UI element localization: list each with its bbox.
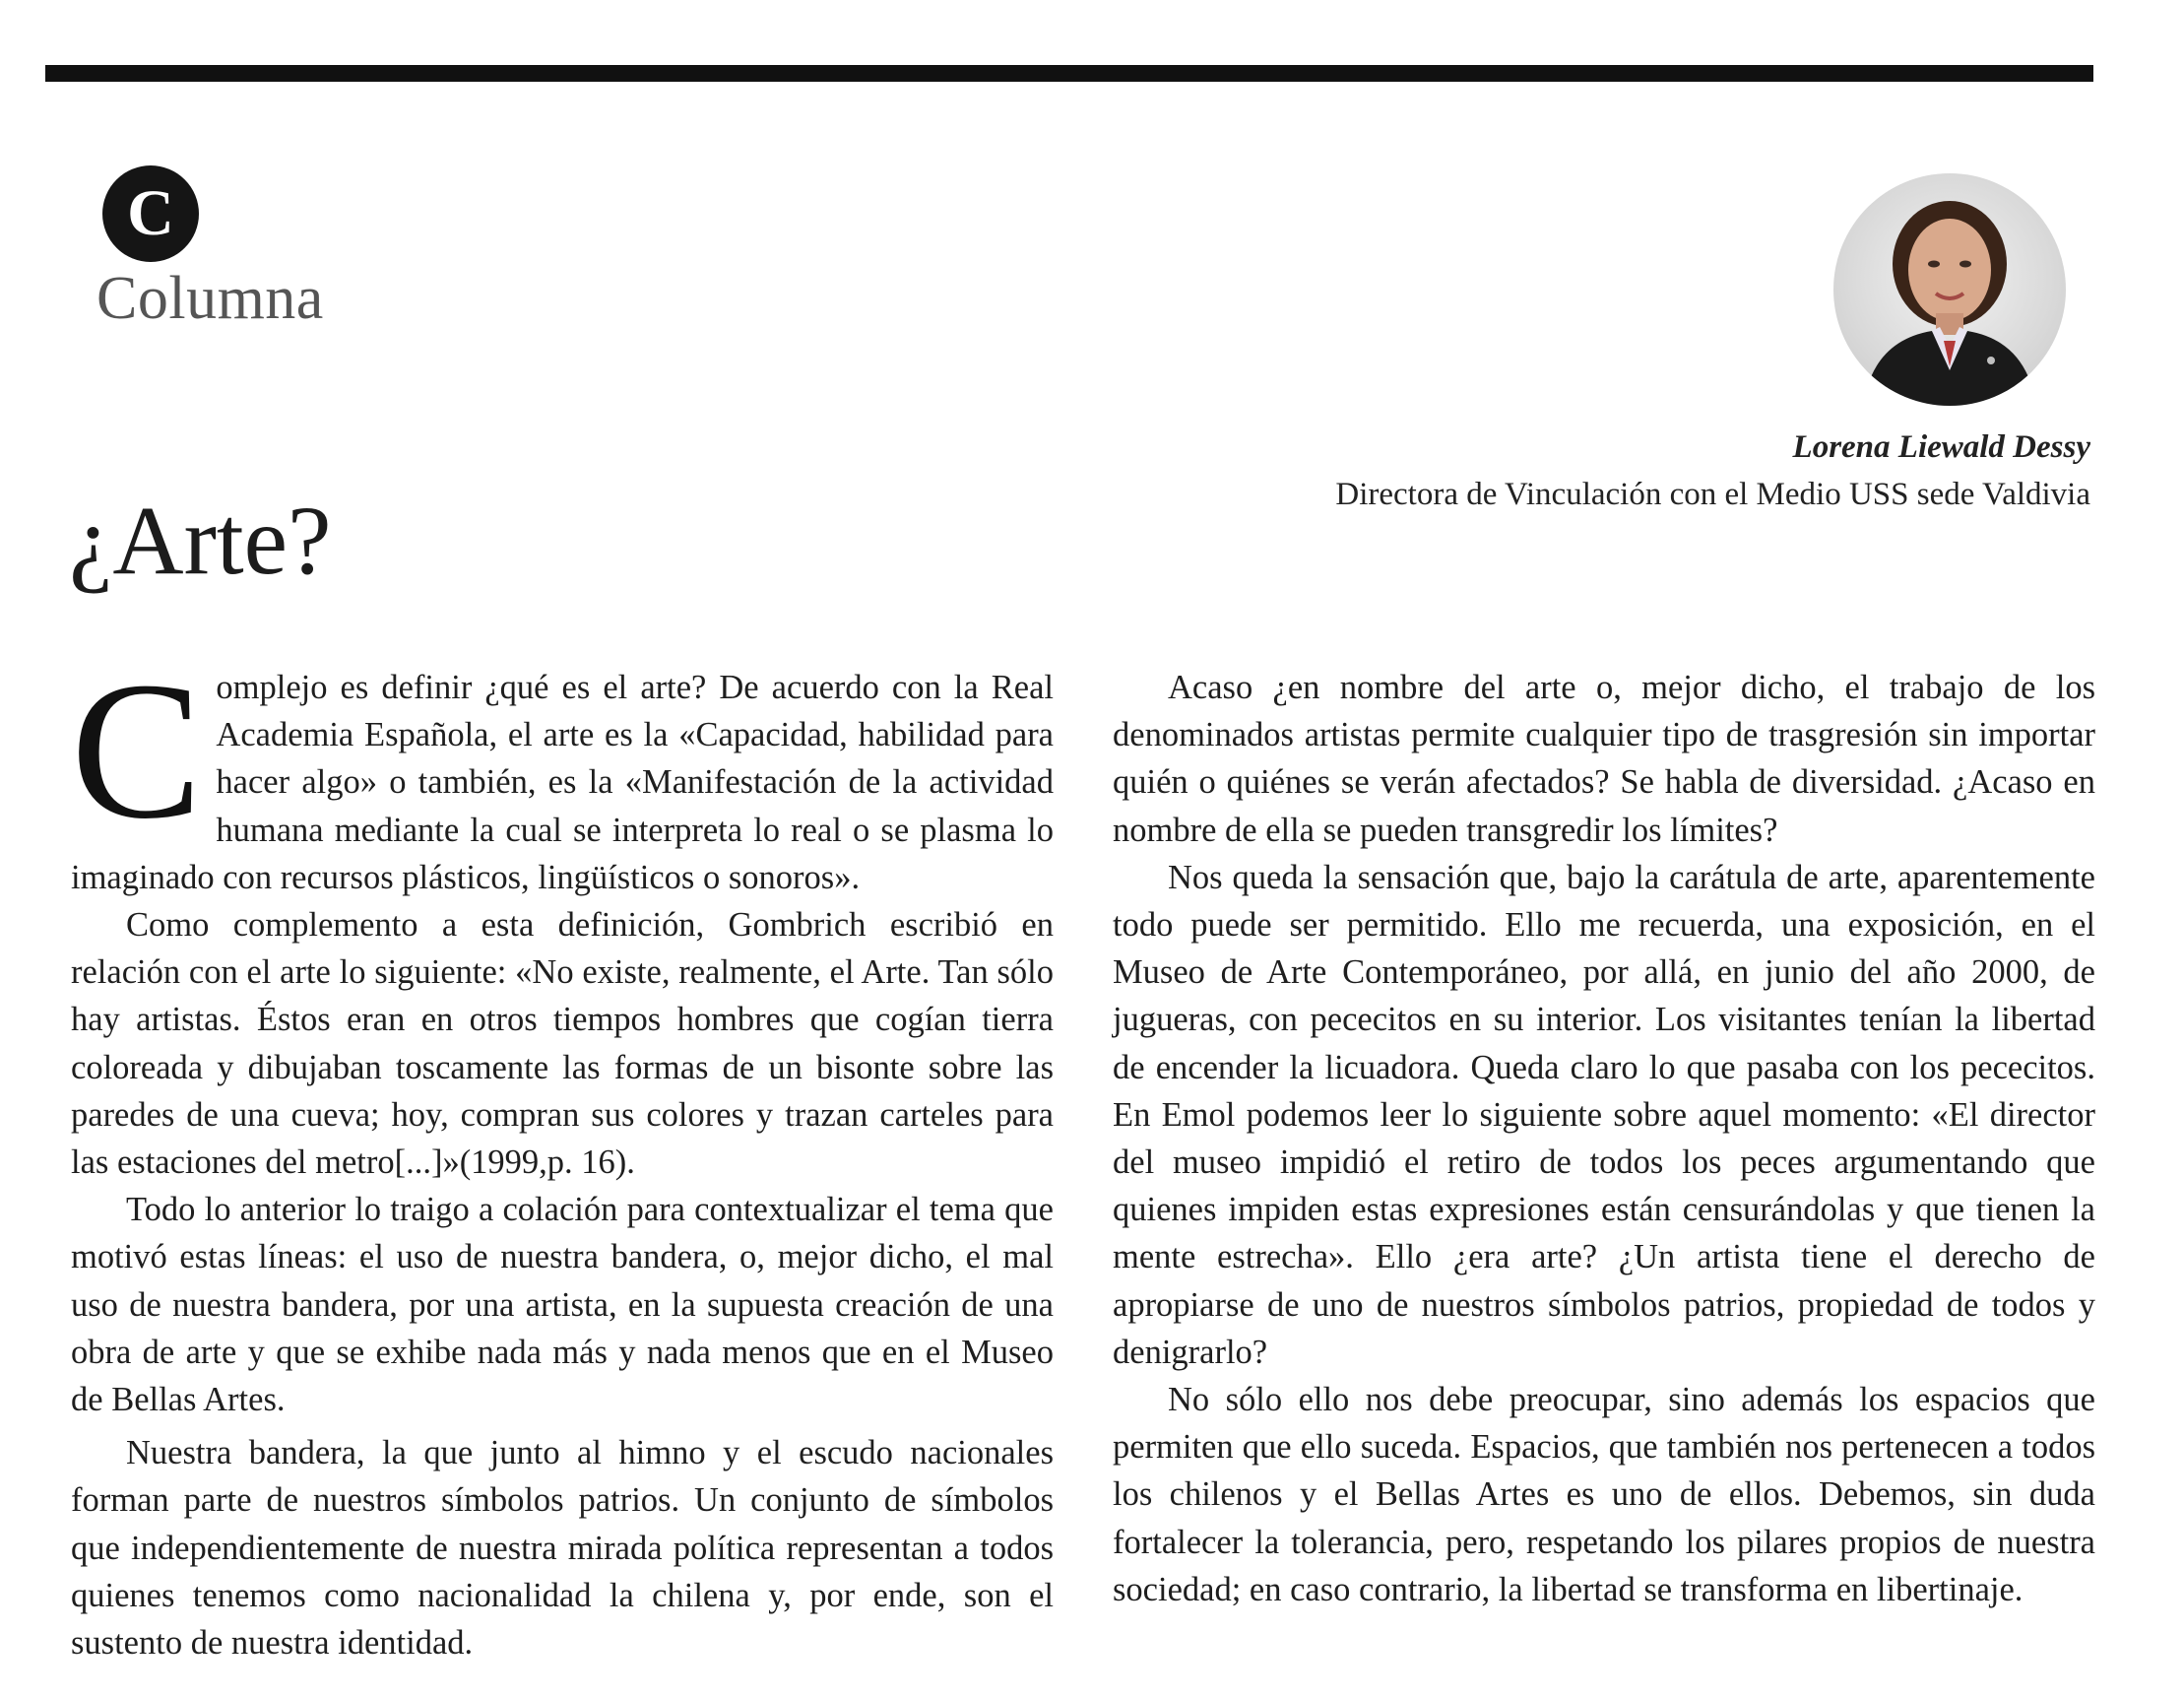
- top-rule: [45, 65, 2093, 82]
- section-badge: C: [102, 165, 199, 262]
- author-role: Directora de Vinculación con el Medio USS sede Valdivia: [1335, 477, 2090, 512]
- article-paragraph: Acaso ¿en nombre del arte o, mejor dicho, el trabajo de los denominados artistas permite cualquier tipo de trasgresión sin importar quién o quiénes se verán afectados? Se habla de diversidad. ¿Acaso en nombre de ella se pueden transgredir los límites?: [1113, 669, 2095, 849]
- section-label: Columna: [96, 265, 324, 332]
- article-paragraph: No sólo ello nos debe preocupar, sino además los espacios que permiten que ello suceda. Espacios, que también nos pertenecen a todos los chilenos y el Bellas Artes es uno de ellos. Debemos, sin duda fortalecer la tolerancia, pero, respetando los pilares propios de nuestra sociedad; en caso contrario, la libertad se transforma en libertinaje.: [1113, 1381, 2095, 1608]
- article-column-right: [1113, 664, 2095, 1613]
- article-paragraph: Nuestra bandera, la que junto al himno y el escudo nacionales forman parte de nuestros símbolos patrios. Un conjunto de símbolos que independientemente de nuestra mirada política representan a todos quienes tenemos como nacionalidad la chilena y, por ende, son el sustento de nuestra identidad.: [71, 1434, 1054, 1663]
- article-paragraph: Como complemento a esta definición, Gombrich escribió en relación con el arte lo siguiente: «No existe, realmente, el Arte. Tan sólo hay artistas. Éstos eran en otros tiempos hombres que cogían tierra coloreada y dibujaban toscamente las formas de un bisonte sobre las paredes de una cueva; hoy, compran sus colores y trazan carteles para las estaciones del metro[...]»(1999,p. 16).: [71, 906, 1054, 1182]
- article-title: ¿Arte?: [69, 486, 332, 595]
- article-paragraph: Complejo es definir ¿qué es el arte? De acuerdo con la Real Academia Española, el arte es la «Capacidad, habilidad para hacer algo» o también, es la «Manifestación de la actividad humana mediante la cual se interpreta lo real o se plasma lo imaginado con recursos plásticos, lingüísticos o sonoros».: [71, 642, 1054, 896]
- article-paragraph: Todo lo anterior lo traigo a colación para contextualizar el tema que motivó estas líneas: el uso de nuestra bandera, o, mejor dicho, el mal uso de nuestra bandera, por una artista, en la supuesta creación de una obra de arte y que se exhibe nada más y nada menos que en el Museo de Bellas Artes.: [71, 1191, 1054, 1419]
- article-paragraph: Nos queda la sensación que, bajo la carátula de arte, aparentemente todo puede ser permitido. Ello me recuerda, una exposición, en el Museo de Arte Contemporáneo, por allá, en junio del año 2000, de jugueras, con pececitos en su interior. Los visitantes tenían la libertad de encender la licuadora. Queda claro lo que pasaba con los pececitos. En Emol podemos leer lo siguiente sobre aquel momento: «El director del museo impidió el retiro de todos los peces argumentando que quienes impiden estas expresiones están censurándolas y que tienen la mente estrecha». Ello ¿era arte? ¿Un artista tiene el derecho de apropiarse de uno de nuestros símbolos patrios, propiedad de todos y denigrarlo?: [1113, 858, 2095, 1371]
- drop-cap: C: [71, 642, 203, 860]
- author-portrait-icon: [1833, 173, 2066, 406]
- article-column-left: [71, 642, 1054, 1666]
- author-name: Lorena Liewald Dessy: [1792, 429, 2090, 465]
